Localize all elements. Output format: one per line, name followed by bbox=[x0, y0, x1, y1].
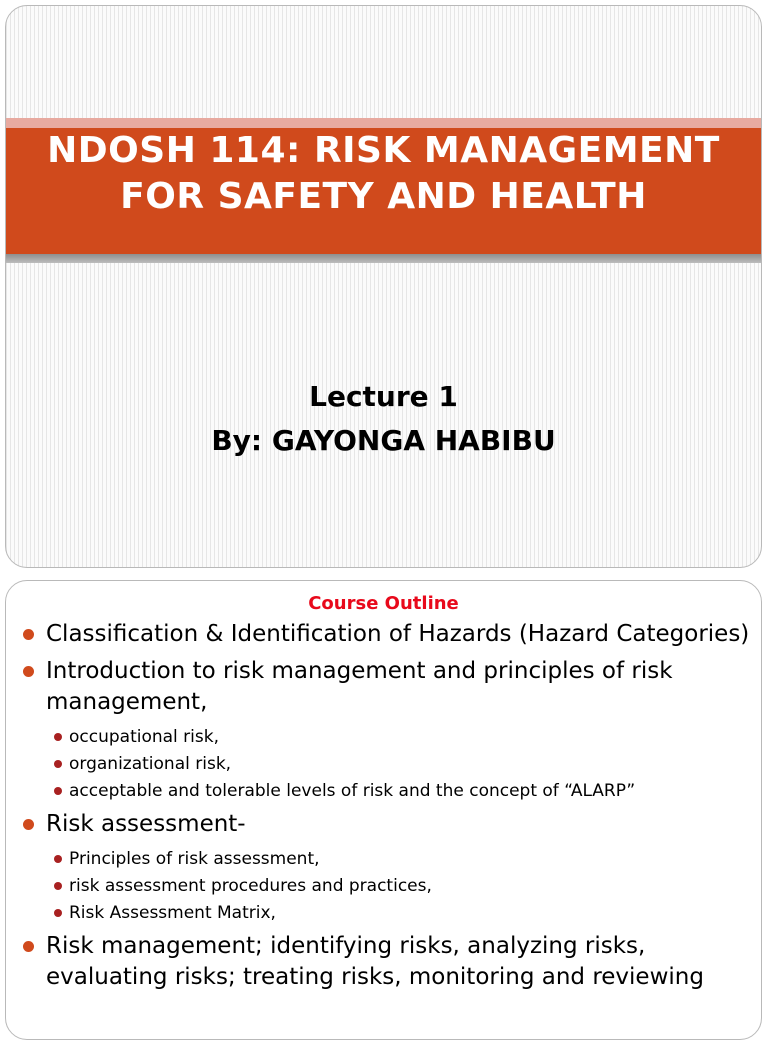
sub-bullet-icon bbox=[54, 760, 62, 768]
outline-item bbox=[6, 931, 762, 993]
title-slide bbox=[5, 5, 762, 568]
slide-title: NDOSH 114: RISK MANAGEMENT FOR SAFETY AND HEALTH bbox=[47, 130, 720, 217]
outline-subitem-text: Risk Assessment Matrix, bbox=[69, 903, 276, 923]
outline-subitem-text: organizational risk, bbox=[69, 754, 232, 774]
outline-subitem bbox=[6, 778, 762, 805]
sub-bullet-icon bbox=[54, 733, 62, 741]
bullet-icon bbox=[23, 666, 34, 677]
outline-item bbox=[6, 809, 762, 840]
outline-list bbox=[6, 619, 762, 999]
outline-subitem-text: Principles of risk assessment, bbox=[69, 849, 320, 869]
course-outline-slide bbox=[5, 580, 762, 1040]
outline-subitem-text: occupational risk, bbox=[69, 727, 220, 747]
sub-bullet-icon bbox=[54, 855, 62, 863]
outline-subitem-text: acceptable and tolerable levels of risk and the concept of “ALARP” bbox=[69, 781, 636, 801]
outline-subitem bbox=[6, 846, 762, 873]
outline-item-text: Risk assessment- bbox=[46, 811, 246, 837]
outline-subitem bbox=[6, 751, 762, 778]
bullet-icon bbox=[23, 629, 34, 640]
sub-bullet-icon bbox=[54, 787, 62, 795]
bullet-icon bbox=[23, 819, 34, 830]
outline-subitem bbox=[6, 724, 762, 751]
bullet-icon bbox=[23, 941, 34, 952]
outline-heading: Course Outline bbox=[308, 593, 459, 614]
outline-item-text: Introduction to risk management and principles of risk management, bbox=[46, 658, 673, 715]
outline-item bbox=[6, 619, 762, 650]
outline-subitem bbox=[6, 873, 762, 900]
title-band-shadow bbox=[6, 254, 761, 263]
outline-subitem bbox=[6, 900, 762, 927]
title-band-top-stripe bbox=[6, 118, 761, 128]
lecture-number: Lecture 1 bbox=[309, 380, 458, 413]
author-line: By: GAYONGA HABIBU bbox=[211, 424, 556, 457]
outline-subitem-text: risk assessment procedures and practices, bbox=[69, 876, 432, 896]
outline-item bbox=[6, 656, 762, 718]
sub-bullet-icon bbox=[54, 909, 62, 917]
outline-item-text: Classification & Identification of Hazards (Hazard Categories) bbox=[46, 621, 750, 647]
outline-item-text: Risk management; identifying risks, analyzing risks, evaluating risks; treating risks, monitoring and reviewing bbox=[46, 933, 704, 990]
sub-bullet-icon bbox=[54, 882, 62, 890]
